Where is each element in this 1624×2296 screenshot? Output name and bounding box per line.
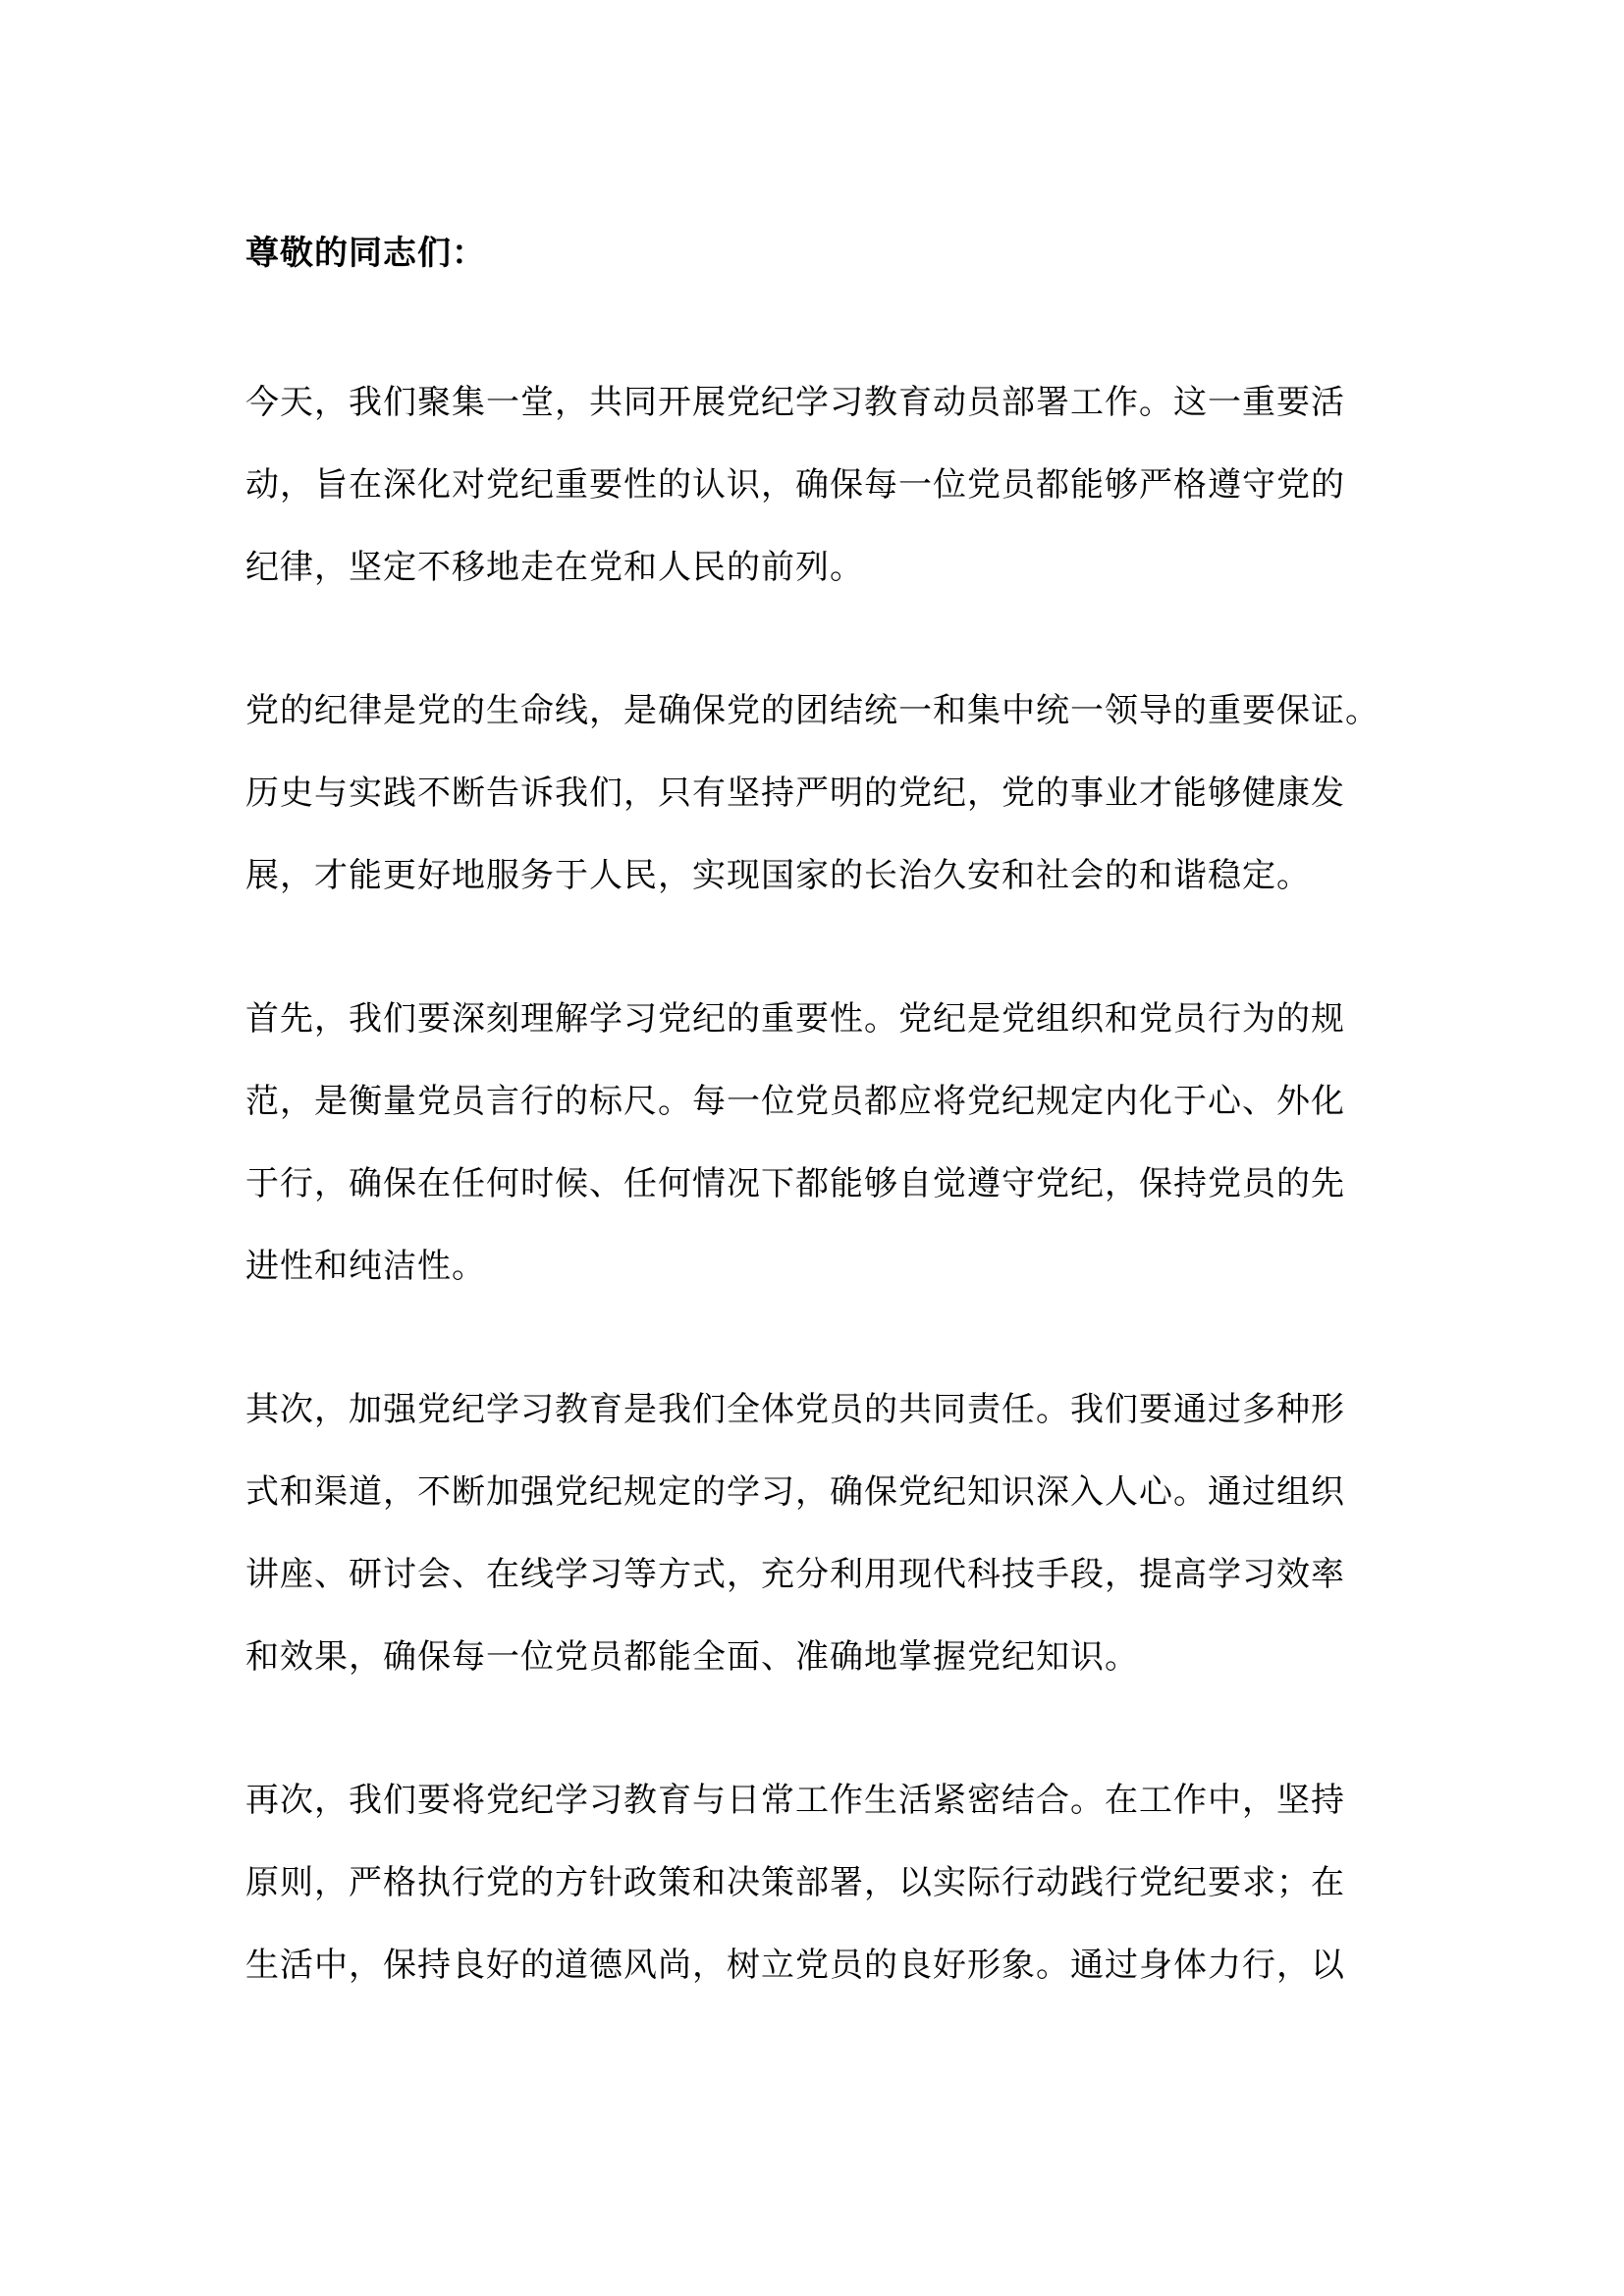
paragraph-line: 纪律，坚定不移地走在党和人民的前列。 <box>245 548 864 587</box>
paragraph-line: 今天，我们聚集一堂，共同开展党纪学习教育动员部署工作。这一重要活 <box>245 383 1345 422</box>
paragraph-line: 范，是衡量党员言行的标尺。每一位党员都应将党纪规定内化于心、外化 <box>245 1082 1345 1121</box>
paragraph-5 <box>245 1759 1394 2006</box>
paragraph-line: 原则，严格执行党的方针政策和决策部署，以实际行动践行党纪要求；在 <box>245 1863 1345 1902</box>
paragraph-line: 动，旨在深化对党纪重要性的认识，确保每一位党员都能够严格遵守党的 <box>245 465 1345 505</box>
paragraph-line: 和效果，确保每一位党员都能全面、准确地掌握党纪知识。 <box>245 1637 1139 1677</box>
paragraph-line: 其次，加强党纪学习教育是我们全体党员的共同责任。我们要通过多种形 <box>245 1390 1345 1429</box>
paragraph-line: 党的纪律是党的生命线，是确保党的团结统一和集中统一领导的重要保证。 <box>245 691 1380 730</box>
paragraph-line: 于行，确保在任何时候、任何情况下都能够自觉遵守党纪，保持党员的先 <box>245 1164 1345 1203</box>
paragraph-3 <box>245 978 1394 1308</box>
paragraph-1 <box>245 361 1394 609</box>
paragraph-line: 展，才能更好地服务于人民，实现国家的长治久安和社会的和谐稳定。 <box>245 856 1311 895</box>
paragraph-line: 进性和纯洁性。 <box>245 1247 486 1286</box>
paragraph-line: 首先，我们要深刻理解学习党纪的重要性。党纪是党组织和党员行为的规 <box>245 999 1345 1039</box>
paragraph-line: 讲座、研讨会、在线学习等方式，充分利用现代科技手段，提高学习效率 <box>245 1555 1345 1594</box>
document-body <box>245 228 1394 2067</box>
paragraph-line: 生活中，保持良好的道德风尚，树立党员的良好形象。通过身体力行，以 <box>245 1946 1345 1985</box>
paragraph-line: 式和渠道，不断加强党纪规定的学习，确保党纪知识深入人心。通过组织 <box>245 1472 1345 1512</box>
paragraph-2 <box>245 669 1394 917</box>
paragraph-line: 历史与实践不断告诉我们，只有坚持严明的党纪，党的事业才能够健康发 <box>245 774 1345 813</box>
paragraph-line: 再次，我们要将党纪学习教育与日常工作生活紧密结合。在工作中，坚持 <box>245 1781 1345 1820</box>
salutation: 尊敬的同志们： <box>245 234 486 273</box>
paragraph-4 <box>245 1368 1394 1698</box>
